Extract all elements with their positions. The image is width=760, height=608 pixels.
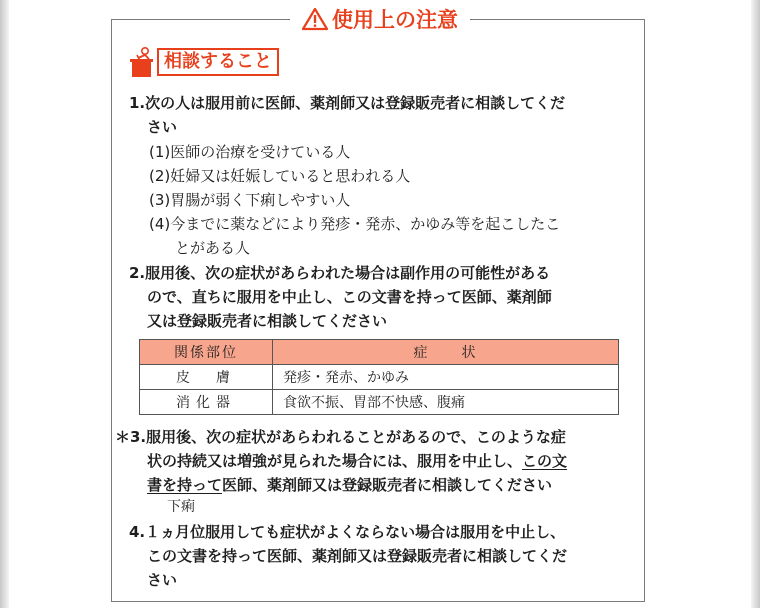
page-edge-right <box>751 0 760 608</box>
item1-sub4-cont: とがある人 <box>175 239 251 257</box>
item2-line2: ので、直ちに服用を中止し、この文書を持って医師、薬剤師 <box>147 288 552 306</box>
table-row <box>140 390 619 415</box>
item3-line1: ＊3.服用後、次の症状があらわれることがあるので、このような症 <box>115 428 566 446</box>
item1-sub1: (1)医師の治療を受けている人 <box>149 143 351 161</box>
row-symptom: 食欲不振、胃部不快感、腹痛 <box>273 390 619 415</box>
section-label: 相談すること <box>157 48 279 76</box>
item1-sub3: (3)胃腸が弱く下痢しやすい人 <box>149 191 351 209</box>
symptom-table <box>139 339 619 415</box>
row-part: 皮 膚 <box>140 365 273 390</box>
item3-line3 <box>147 473 552 497</box>
item1-line2: さい <box>147 118 178 136</box>
item4-line2: この文書を持って医師、薬剤師又は登録販売者に相談してくだ <box>147 547 568 565</box>
item1-line1: 1.次の人は服用前に医師、薬剤師又は登録販売者に相談してくだ <box>129 94 566 112</box>
page-edge-left <box>0 0 9 608</box>
row-part: 消化器 <box>140 390 273 415</box>
warning-icon <box>302 7 328 31</box>
frame-top-left-line <box>111 19 290 20</box>
frame-top-right-line <box>470 19 645 20</box>
item3-line2-text: 状の持続又は増強が見られた場合には、服用を中止し、 <box>147 452 523 470</box>
item2-line1: 2.服用後、次の症状があらわれた場合は副作用の可能性がある <box>129 264 551 282</box>
consult-person-icon <box>129 45 153 79</box>
item3-line2 <box>147 449 567 473</box>
row-symptom: 発疹・発赤、かゆみ <box>273 365 619 390</box>
item1-sub4: (4)今までに薬などにより発疹・発赤、かゆみ等を起こしたこ <box>149 215 561 233</box>
item3-line3-text: 医師、薬剤師又は登録販売者に相談してください <box>222 476 553 494</box>
item4-line3: さい <box>147 571 178 589</box>
table-header-row <box>140 340 619 365</box>
header-part: 関係部位 <box>140 340 273 365</box>
item2-line3: 又は登録販売者に相談してください <box>147 312 388 330</box>
item4-line1: 4.１ヵ月位服用しても症状がよくならない場合は服用を中止し、 <box>129 523 566 541</box>
item1-sub2: (2)妊婦又は妊娠していると思われる人 <box>149 167 411 185</box>
notice-title <box>290 2 470 36</box>
item3-line3-underlined: 書を持って <box>147 476 223 494</box>
title-text: 使用上の注意 <box>332 8 458 32</box>
item3-symptom: 下痢 <box>167 499 195 515</box>
header-symptom: 症 状 <box>273 340 619 365</box>
section-heading <box>129 44 279 80</box>
table-row <box>140 365 619 390</box>
item3-line2-underlined: この文 <box>522 452 568 470</box>
